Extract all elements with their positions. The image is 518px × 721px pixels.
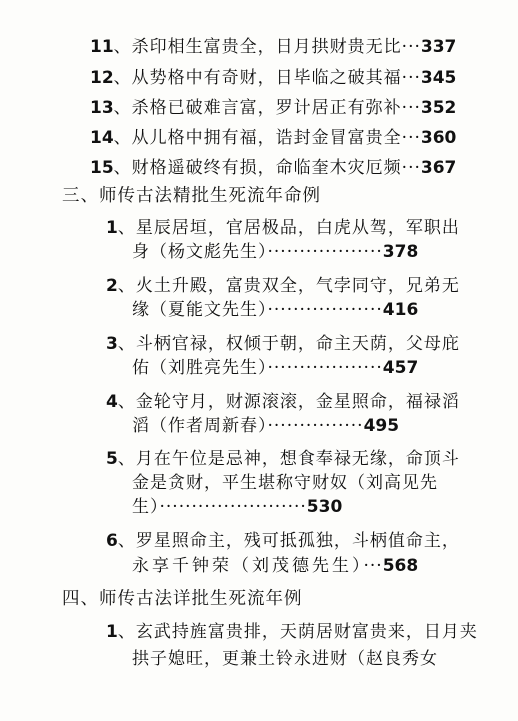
entry-number: 12: [90, 68, 114, 88]
entry-separator: 、: [113, 68, 132, 88]
toc-entry: [90, 157, 456, 179]
entry-title: 金轮守月，财源滚滚，金星照命，福禄滔: [135, 392, 460, 412]
entry-title-cont: 生）: [132, 497, 160, 517]
entry-leader: ···: [401, 128, 421, 148]
entry-page: 495: [363, 416, 400, 436]
entry-title: 从势格中有奇财，日毕临之破其福: [131, 68, 402, 88]
section-heading: 三、师传古法精批生死流年命例: [62, 186, 321, 206]
entry-separator: 、: [117, 622, 136, 642]
entry-separator: 、: [117, 218, 136, 238]
entry-leader: ···: [363, 556, 383, 576]
section-heading: 四、师传古法详批生死流年例: [62, 589, 303, 609]
toc-entry-line2: [132, 472, 438, 494]
toc-entry-line1: [106, 621, 478, 643]
toc-entry-line1: [106, 448, 460, 470]
entry-leader: ···············: [267, 416, 364, 436]
entry-number: 13: [90, 98, 114, 118]
entry-page: 337: [420, 37, 457, 57]
entry-page: 367: [420, 158, 457, 178]
toc-entry-line2: [132, 241, 418, 263]
entry-title: 罗星照命主，残可抵孤独，斗柄值命主，: [135, 531, 460, 551]
entry-title: 月在午位是忌神，想食奉禄无缘，命顶斗: [135, 449, 460, 469]
entry-title: 斗柄官禄，权倾于朝，命主天荫，父母庇: [135, 334, 460, 354]
entry-page: 352: [420, 98, 457, 118]
entry-title: 星辰居垣，官居极品，白虎从驾，军职出: [135, 218, 460, 238]
entry-separator: 、: [117, 276, 136, 296]
toc-entry-line1: [106, 275, 460, 297]
entry-leader: ··················: [267, 300, 383, 320]
entry-title: 财格遥破终有损，命临奎木灾厄频: [131, 158, 402, 178]
entry-number: 4: [106, 392, 118, 412]
entry-number: 6: [106, 531, 118, 551]
toc-entry: [90, 67, 456, 89]
toc-entry-line3: [132, 496, 342, 518]
entry-leader: ··················: [267, 242, 383, 262]
entry-title: 杀格已破难言富，罗计居正有弥补: [131, 98, 402, 118]
entry-page: 378: [382, 242, 419, 262]
entry-leader: ··················: [267, 358, 383, 378]
entry-leader: ···: [401, 37, 421, 57]
entry-number: 1: [106, 218, 118, 238]
entry-page: 530: [306, 497, 343, 517]
entry-separator: 、: [113, 128, 132, 148]
entry-separator: 、: [113, 37, 132, 57]
entry-number: 1: [106, 622, 118, 642]
entry-number: 15: [90, 158, 114, 178]
entry-title: 杀印相生富贵全，日月拱财贵无比: [131, 37, 402, 57]
entry-page: 360: [420, 128, 457, 148]
entry-page: 457: [382, 358, 419, 378]
entry-title: 玄武持旌富贵排，天荫居财富贵来，日月夹: [135, 622, 478, 642]
entry-title-cont: 拱子媳旺，更兼土铃永进财（赵良秀女: [132, 649, 438, 669]
entry-number: 11: [90, 37, 114, 57]
entry-title: 火土升殿，富贵双全，气孛同守，兄弟无: [135, 276, 460, 296]
toc-entry: [90, 127, 456, 149]
entry-number: 14: [90, 128, 114, 148]
entry-title: 从儿格中拥有福，诰封金冒富贵全: [131, 128, 402, 148]
entry-page: 568: [382, 556, 419, 576]
toc-entry-line2: [132, 299, 418, 321]
entry-title-cont: 金是贪财，平生堪称守财奴（刘高见先: [132, 473, 438, 493]
toc-entry: [90, 36, 456, 58]
entry-leader: ···: [401, 158, 421, 178]
entry-leader: ···: [401, 68, 421, 88]
entry-separator: 、: [117, 449, 136, 469]
toc-entry-line2: [132, 415, 399, 437]
toc-entry-line1: [106, 217, 460, 239]
toc-entry-line2: [132, 555, 418, 577]
entry-page: 416: [382, 300, 419, 320]
entry-leader: ·······················: [159, 497, 307, 517]
entry-title-cont: 佑（刘胜亮先生）: [132, 358, 268, 378]
entry-page: 345: [420, 68, 457, 88]
entry-title-cont: 滔（作者周新春）: [132, 416, 268, 436]
entry-separator: 、: [117, 531, 136, 551]
entry-separator: 、: [117, 392, 136, 412]
entry-leader: ···: [401, 98, 421, 118]
toc-entry-line2: [132, 648, 438, 670]
entry-separator: 、: [113, 98, 132, 118]
entry-separator: 、: [113, 158, 132, 178]
entry-title-cont: 永享千钟荣（刘茂德先生）: [132, 556, 364, 576]
entry-number: 2: [106, 276, 118, 296]
entry-separator: 、: [117, 334, 136, 354]
toc-entry-line1: [106, 333, 460, 355]
toc-entry-line2: [132, 357, 418, 379]
toc-entry: [90, 97, 456, 119]
entry-number: 5: [106, 449, 118, 469]
toc-entry-line1: [106, 530, 460, 552]
entry-number: 3: [106, 334, 118, 354]
toc-entry-line1: [106, 391, 460, 413]
entry-title-cont: 缘（夏能文先生）: [132, 300, 268, 320]
entry-title-cont: 身（杨文彪先生）: [132, 242, 268, 262]
